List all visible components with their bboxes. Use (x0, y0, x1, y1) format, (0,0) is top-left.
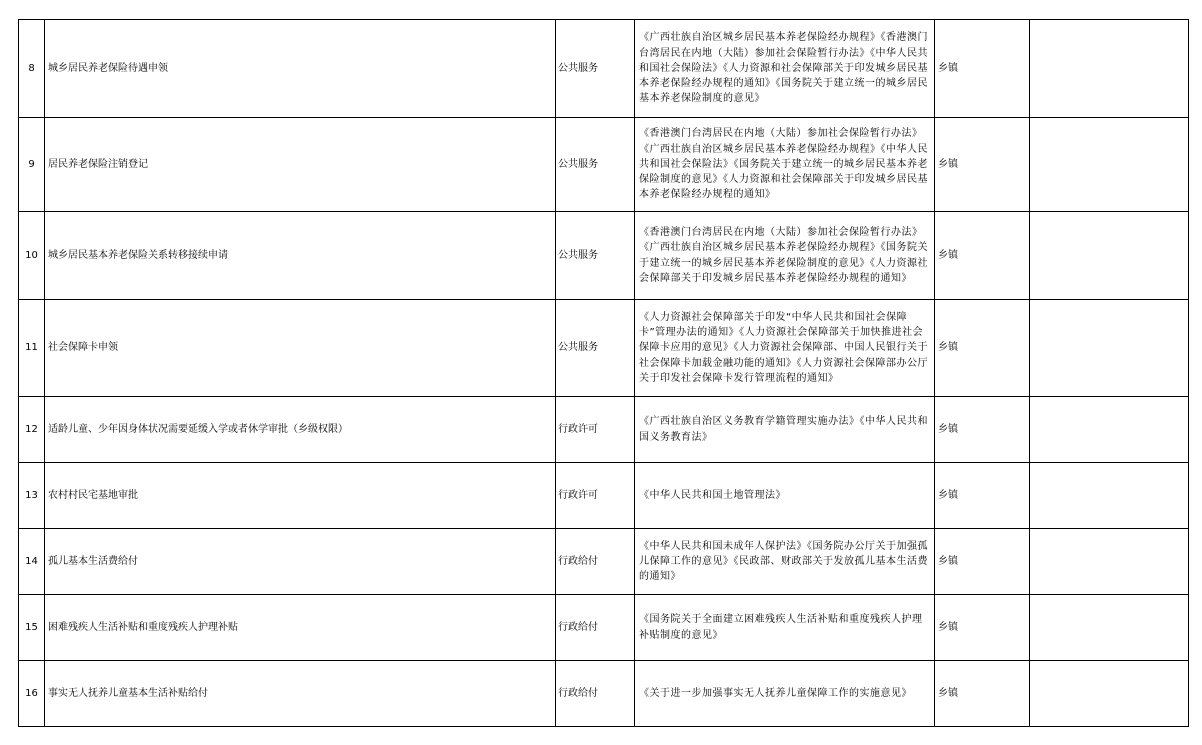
remarks (1030, 212, 1189, 300)
item-name: 困难残疾人生活补贴和重度残疾人护理补贴 (45, 595, 556, 661)
admin-level: 乡镇 (935, 595, 1030, 661)
table-row (19, 212, 1189, 300)
item-name: 适龄儿童、少年因身体状况需要延缓入学或者休学审批（乡级权限） (45, 397, 556, 463)
row-number: 13 (19, 463, 45, 529)
item-category: 公共服务 (556, 212, 635, 300)
admin-level: 乡镇 (935, 397, 1030, 463)
service-items-table (18, 19, 1189, 727)
item-name: 孤儿基本生活费给付 (45, 529, 556, 595)
remarks (1030, 661, 1189, 727)
legal-basis: 《香港澳门台湾居民在内地（大陆）参加社会保险暂行办法》《广西壮族自治区城乡居民基本养老保险经办规程》《国务院关于建立统一的城乡居民基本养老保险制度的意见》《人力资源社会保障部关于印发城乡居民基本养老保险经办规程的通知》 (635, 212, 935, 300)
admin-level: 乡镇 (935, 529, 1030, 595)
admin-level: 乡镇 (935, 463, 1030, 529)
legal-basis: 《广西壮族自治区城乡居民基本养老保险经办规程》《香港澳门台湾居民在内地（大陆）参加社会保险暂行办法》《中华人民共和国社会保险法》《人力资源和社会保障部关于印发城乡居民基本养老保险经办规程的通知》《国务院关于建立统一的城乡居民基本养老保险制度的意见》 (635, 20, 935, 118)
legal-basis: 《人力资源社会保障部关于印发“中华人民共和国社会保障卡”管理办法的通知》《人力资源社会保障部关于加快推进社会保障卡应用的意见》《人力资源社会保障部、中国人民银行关于社会保障卡加载金融功能的通知》《人力资源社会保障部办公厅关于印发社会保障卡发行管理流程的通知》 (635, 300, 935, 397)
item-category: 行政许可 (556, 463, 635, 529)
legal-basis: 《国务院关于全面建立困难残疾人生活补贴和重度残疾人护理补贴制度的意见》 (635, 595, 935, 661)
row-number: 9 (19, 118, 45, 212)
item-category: 公共服务 (556, 20, 635, 118)
remarks (1030, 397, 1189, 463)
legal-basis: 《中华人民共和国未成年人保护法》《国务院办公厅关于加强孤儿保障工作的意见》《民政部、财政部关于发放孤儿基本生活费的通知》 (635, 529, 935, 595)
legal-basis: 《关于进一步加强事实无人抚养儿童保障工作的实施意见》 (635, 661, 935, 727)
remarks (1030, 529, 1189, 595)
admin-level: 乡镇 (935, 212, 1030, 300)
item-category: 行政给付 (556, 595, 635, 661)
row-number: 15 (19, 595, 45, 661)
row-number: 12 (19, 397, 45, 463)
table-row (19, 300, 1189, 397)
item-category: 行政给付 (556, 661, 635, 727)
table-row (19, 661, 1189, 727)
table-row (19, 20, 1189, 118)
remarks (1030, 20, 1189, 118)
item-category: 行政许可 (556, 397, 635, 463)
remarks (1030, 595, 1189, 661)
table-body (19, 20, 1189, 727)
table-row (19, 397, 1189, 463)
table-row (19, 118, 1189, 212)
item-name: 城乡居民基本养老保险关系转移接续申请 (45, 212, 556, 300)
item-category: 行政给付 (556, 529, 635, 595)
item-category: 公共服务 (556, 300, 635, 397)
remarks (1030, 118, 1189, 212)
remarks (1030, 463, 1189, 529)
row-number: 11 (19, 300, 45, 397)
legal-basis: 《广西壮族自治区义务教育学籍管理实施办法》《中华人民共和国义务教育法》 (635, 397, 935, 463)
item-category: 公共服务 (556, 118, 635, 212)
row-number: 16 (19, 661, 45, 727)
item-name: 居民养老保险注销登记 (45, 118, 556, 212)
item-name: 社会保障卡申领 (45, 300, 556, 397)
row-number: 14 (19, 529, 45, 595)
legal-basis: 《香港澳门台湾居民在内地（大陆）参加社会保险暂行办法》《广西壮族自治区城乡居民基本养老保险经办规程》《中华人民共和国社会保险法》《国务院关于建立统一的城乡居民基本养老保险制度的意见》《人力资源和社会保障部关于印发城乡居民基本养老保险经办规程的通知》 (635, 118, 935, 212)
remarks (1030, 300, 1189, 397)
table-row (19, 529, 1189, 595)
item-name: 城乡居民养老保险待遇申领 (45, 20, 556, 118)
table-row (19, 463, 1189, 529)
admin-level: 乡镇 (935, 20, 1030, 118)
admin-level: 乡镇 (935, 118, 1030, 212)
row-number: 8 (19, 20, 45, 118)
table-row (19, 595, 1189, 661)
legal-basis: 《中华人民共和国土地管理法》 (635, 463, 935, 529)
row-number: 10 (19, 212, 45, 300)
admin-level: 乡镇 (935, 300, 1030, 397)
item-name: 农村村民宅基地审批 (45, 463, 556, 529)
admin-level: 乡镇 (935, 661, 1030, 727)
item-name: 事实无人抚养儿童基本生活补贴给付 (45, 661, 556, 727)
